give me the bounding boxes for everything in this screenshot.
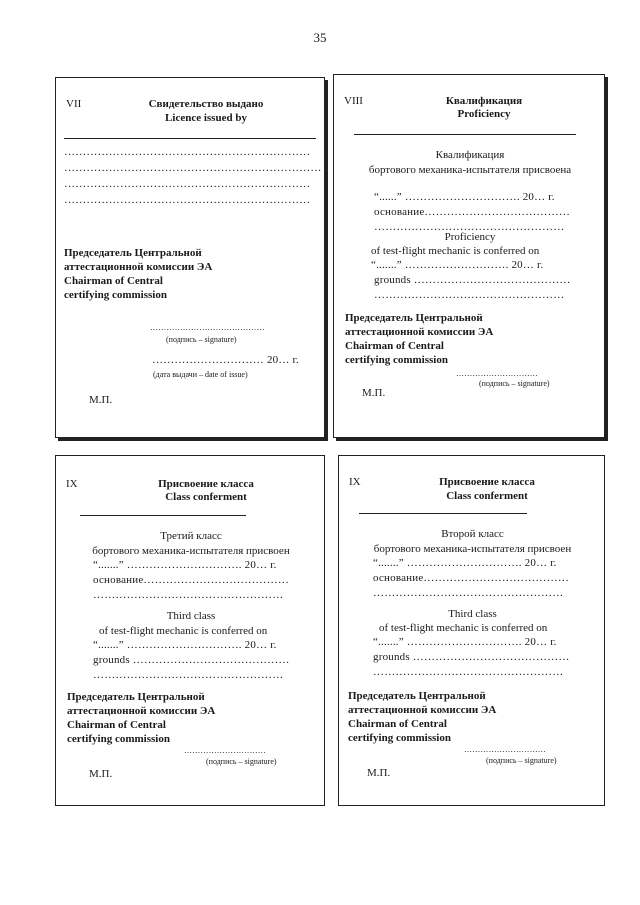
chairman-ru-line-2: аттестационной комиссии ЭА — [64, 261, 213, 273]
chairman-ru-line-2: аттестационной комиссии ЭА — [67, 705, 216, 717]
proficiency-en-2: of test-flight mechanic is conferred on — [371, 245, 540, 257]
chairman-en-line-1: Chairman of Central — [67, 719, 166, 731]
section-numeral: IX — [66, 478, 78, 490]
basis-dots: …………………………………………… — [93, 589, 284, 601]
class-en: Third class — [166, 610, 216, 622]
page-number: 35 — [313, 30, 327, 45]
class-ru: Третий класс — [160, 530, 222, 542]
issue-date-line: ………………………… 20… г. — [152, 354, 299, 366]
section-title-en: Class conferment — [165, 491, 247, 503]
chairman-ru-line-1: Председатель Центральной — [67, 691, 205, 703]
date-line-ru: “.......” …………………………. 20… г. — [373, 557, 557, 569]
issuer-dot-line: ………………………………………………………… — [64, 178, 311, 190]
chairman-en-line-2: certifying commission — [64, 289, 167, 301]
proficiency-card — [333, 74, 605, 438]
section-title-ru: Присвоение класса — [158, 478, 254, 490]
grounds-dots: …………………………………………… — [374, 289, 565, 301]
section-title-ru: Свидетельство выдано — [148, 98, 264, 110]
section-title-en: Class conferment — [446, 490, 528, 502]
qualification-ru-2: бортового механика-испытателя присвоена — [368, 164, 572, 176]
section-title-ru: Квалификация — [445, 95, 523, 107]
date-line-en: “.......” ………………………. 20… г. — [371, 259, 544, 271]
section-numeral: VII — [66, 98, 82, 110]
issuer-dot-line: …………………………………………………………… — [64, 162, 322, 174]
grounds-line: grounds …………………………………… — [93, 654, 290, 666]
section-numeral: IX — [349, 476, 361, 488]
signature-dots: ………………………… — [456, 369, 538, 378]
date-line-en: “.......” …………………………. 20… г. — [373, 636, 557, 648]
class-ru-2: бортового механика-испытателя присвоен — [92, 545, 290, 557]
chairman-ru-line-1: Председатель Центральной — [345, 312, 483, 324]
class-en-2: of test-flight mechanic is conferred on — [379, 622, 548, 634]
signature-dots: …………………………………… — [150, 323, 265, 332]
title-underline — [64, 138, 316, 139]
qualification-ru: Квалификация — [435, 149, 505, 161]
class-en: Third class — [448, 608, 497, 620]
basis-dots: …………………………………………… — [374, 221, 565, 233]
chairman-en-line-1: Chairman of Central — [64, 275, 163, 287]
proficiency-en: Proficiency — [444, 231, 496, 243]
signature-label: (подпись – signature) — [479, 379, 550, 388]
signature-label: (подпись – signature) — [486, 756, 557, 765]
seal-place: М.П. — [89, 394, 113, 406]
chairman-ru-line-1: Председатель Центральной — [64, 247, 202, 259]
signature-dots: ………………………… — [184, 746, 266, 755]
section-numeral: VIII — [344, 95, 363, 107]
chairman-ru-line-1: Председатель Центральной — [348, 690, 486, 702]
class-en-2: of test-flight mechanic is conferred on — [99, 625, 268, 637]
section-title-en: Licence issued by — [165, 112, 247, 124]
basis-dots: …………………………………………… — [373, 587, 564, 599]
class-conferment-card-second — [338, 455, 605, 806]
class-ru: Второй класс — [441, 528, 504, 540]
basis-line: основание………………………………… — [374, 206, 571, 218]
chairman-en-line-2: certifying commission — [348, 732, 451, 744]
seal-place: М.П. — [362, 387, 386, 399]
grounds-line: grounds …………………………………… — [374, 274, 571, 286]
basis-line: основание………………………………… — [373, 572, 570, 584]
basis-line: основание………………………………… — [93, 574, 290, 586]
issuer-dot-line: ………………………………………………………… — [64, 194, 311, 206]
title-underline — [80, 515, 246, 516]
seal-place: М.П. — [89, 768, 113, 780]
signature-label: (подпись – signature) — [206, 757, 277, 766]
class-ru-2: бортового механика-испытателя присвоен — [373, 543, 572, 555]
issuer-dot-line: ………………………………………………………… — [64, 146, 311, 158]
section-title-ru: Присвоение класса — [439, 476, 535, 488]
chairman-en-line-1: Chairman of Central — [345, 340, 444, 352]
chairman-ru-line-2: аттестационной комиссии ЭА — [348, 704, 497, 716]
grounds-dots: …………………………………………… — [373, 666, 564, 678]
seal-place: М.П. — [367, 767, 391, 779]
chairman-en-line-2: certifying commission — [345, 354, 448, 366]
title-underline — [359, 513, 527, 514]
date-line-ru: “......” …………………………. 20… г. — [374, 191, 555, 203]
date-line-en: “.......” …………………………. 20… г. — [93, 639, 277, 651]
grounds-dots: …………………………………………… — [93, 669, 284, 681]
chairman-en-line-1: Chairman of Central — [348, 718, 447, 730]
grounds-line: grounds …………………………………… — [373, 651, 570, 663]
chairman-ru-line-2: аттестационной комиссии ЭА — [345, 326, 494, 338]
chairman-en-line-2: certifying commission — [67, 733, 170, 745]
title-underline — [354, 134, 576, 135]
class-conferment-card-third — [55, 455, 325, 806]
section-title-en: Proficiency — [457, 108, 511, 120]
date-line-ru: “.......” …………………………. 20… г. — [93, 559, 277, 571]
issue-date-label: (дата выдачи – date of issue) — [153, 370, 248, 379]
signature-label: (подпись – signature) — [166, 335, 237, 344]
signature-dots: ………………………… — [464, 745, 546, 754]
licence-issued-card — [55, 77, 325, 438]
